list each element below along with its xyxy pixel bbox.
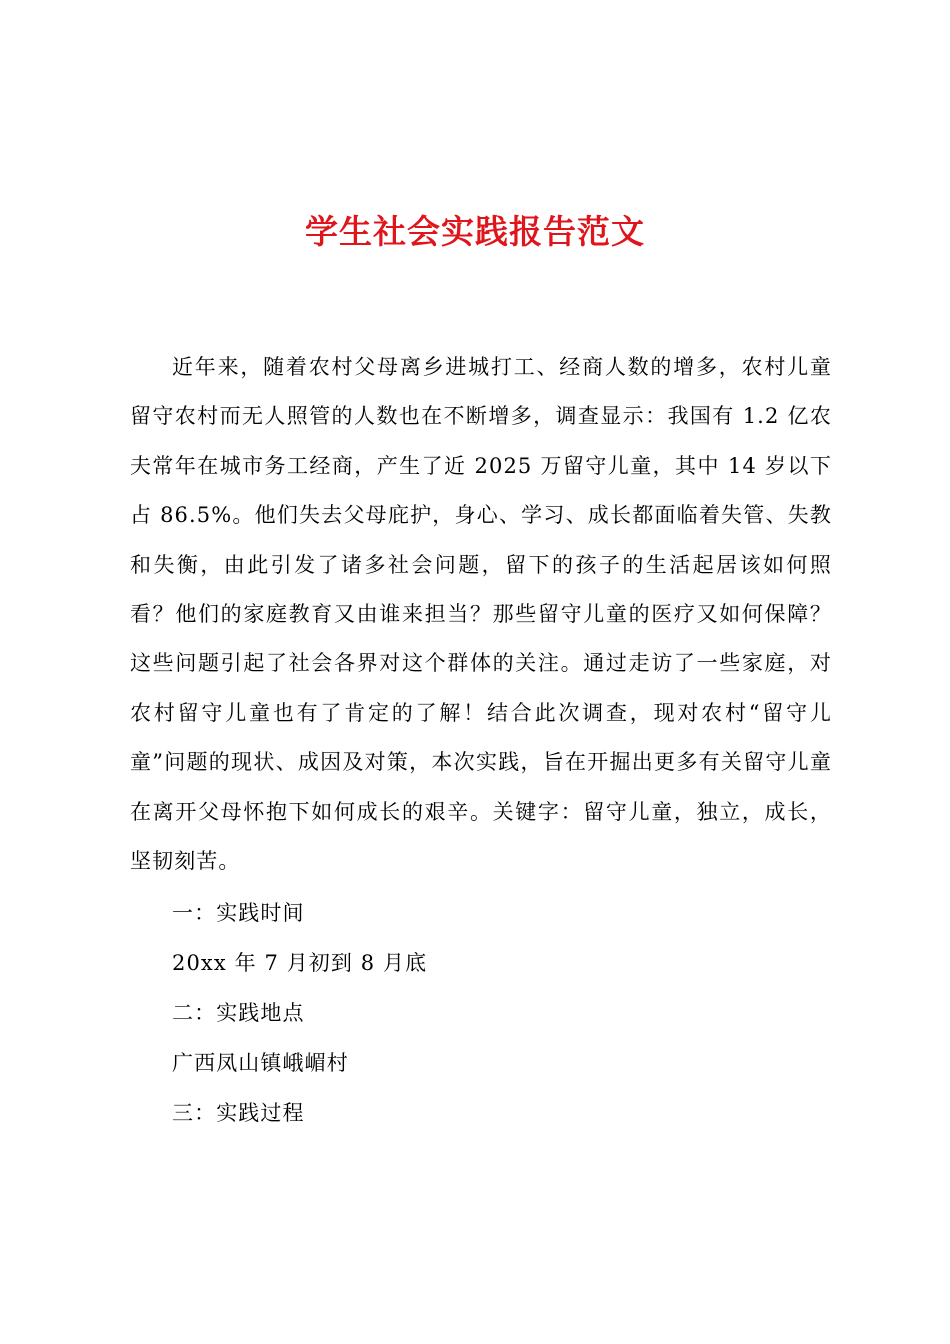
document-title: 学生社会实践报告范文 [305, 212, 645, 251]
intro-paragraph: 近年来，随着农村父母离乡进城打工、经商人数的增多，农村儿童留守农村而无人照管的人数也在不断增多，调查显示：我国有 1.2 亿农夫常年在城市务工经商，产生了近 2025 万留守儿童，其中 14 岁以下占 86.5%。他们失去父母庇护，身心、学习、成长都面临着失管、失教和失衡，由此引发了诸多社会问题，留下的孩子的生活起居该如何照看？他们的家庭教育又由谁来担当？那些留守儿童的医疗又如何保障？这些问题引起了社会各界对这个群体的关注。通过走访了一些家庭，对农村留守儿童也有了肯定的了解！结合此次调查，现对农村“留守儿童”问题的现状、成因及对策，本次实践，旨在开掘出更多有关留守儿童在离开父母怀抱下如何成长的艰辛。关键字：留守儿童，独立，成长，坚韧刻苦。 [130, 355, 832, 874]
section-content-location: 广西凤山镇峨嵋村 [172, 1051, 349, 1075]
section-list [172, 888, 832, 1138]
section-heading-time: 一：实践时间 [172, 901, 305, 925]
section-heading-location: 二：实践地点 [172, 1001, 305, 1025]
section-content-time: 20xx 年 7 月初到 8 月底 [172, 951, 428, 975]
section-heading-process: 三：实践过程 [172, 1101, 305, 1125]
